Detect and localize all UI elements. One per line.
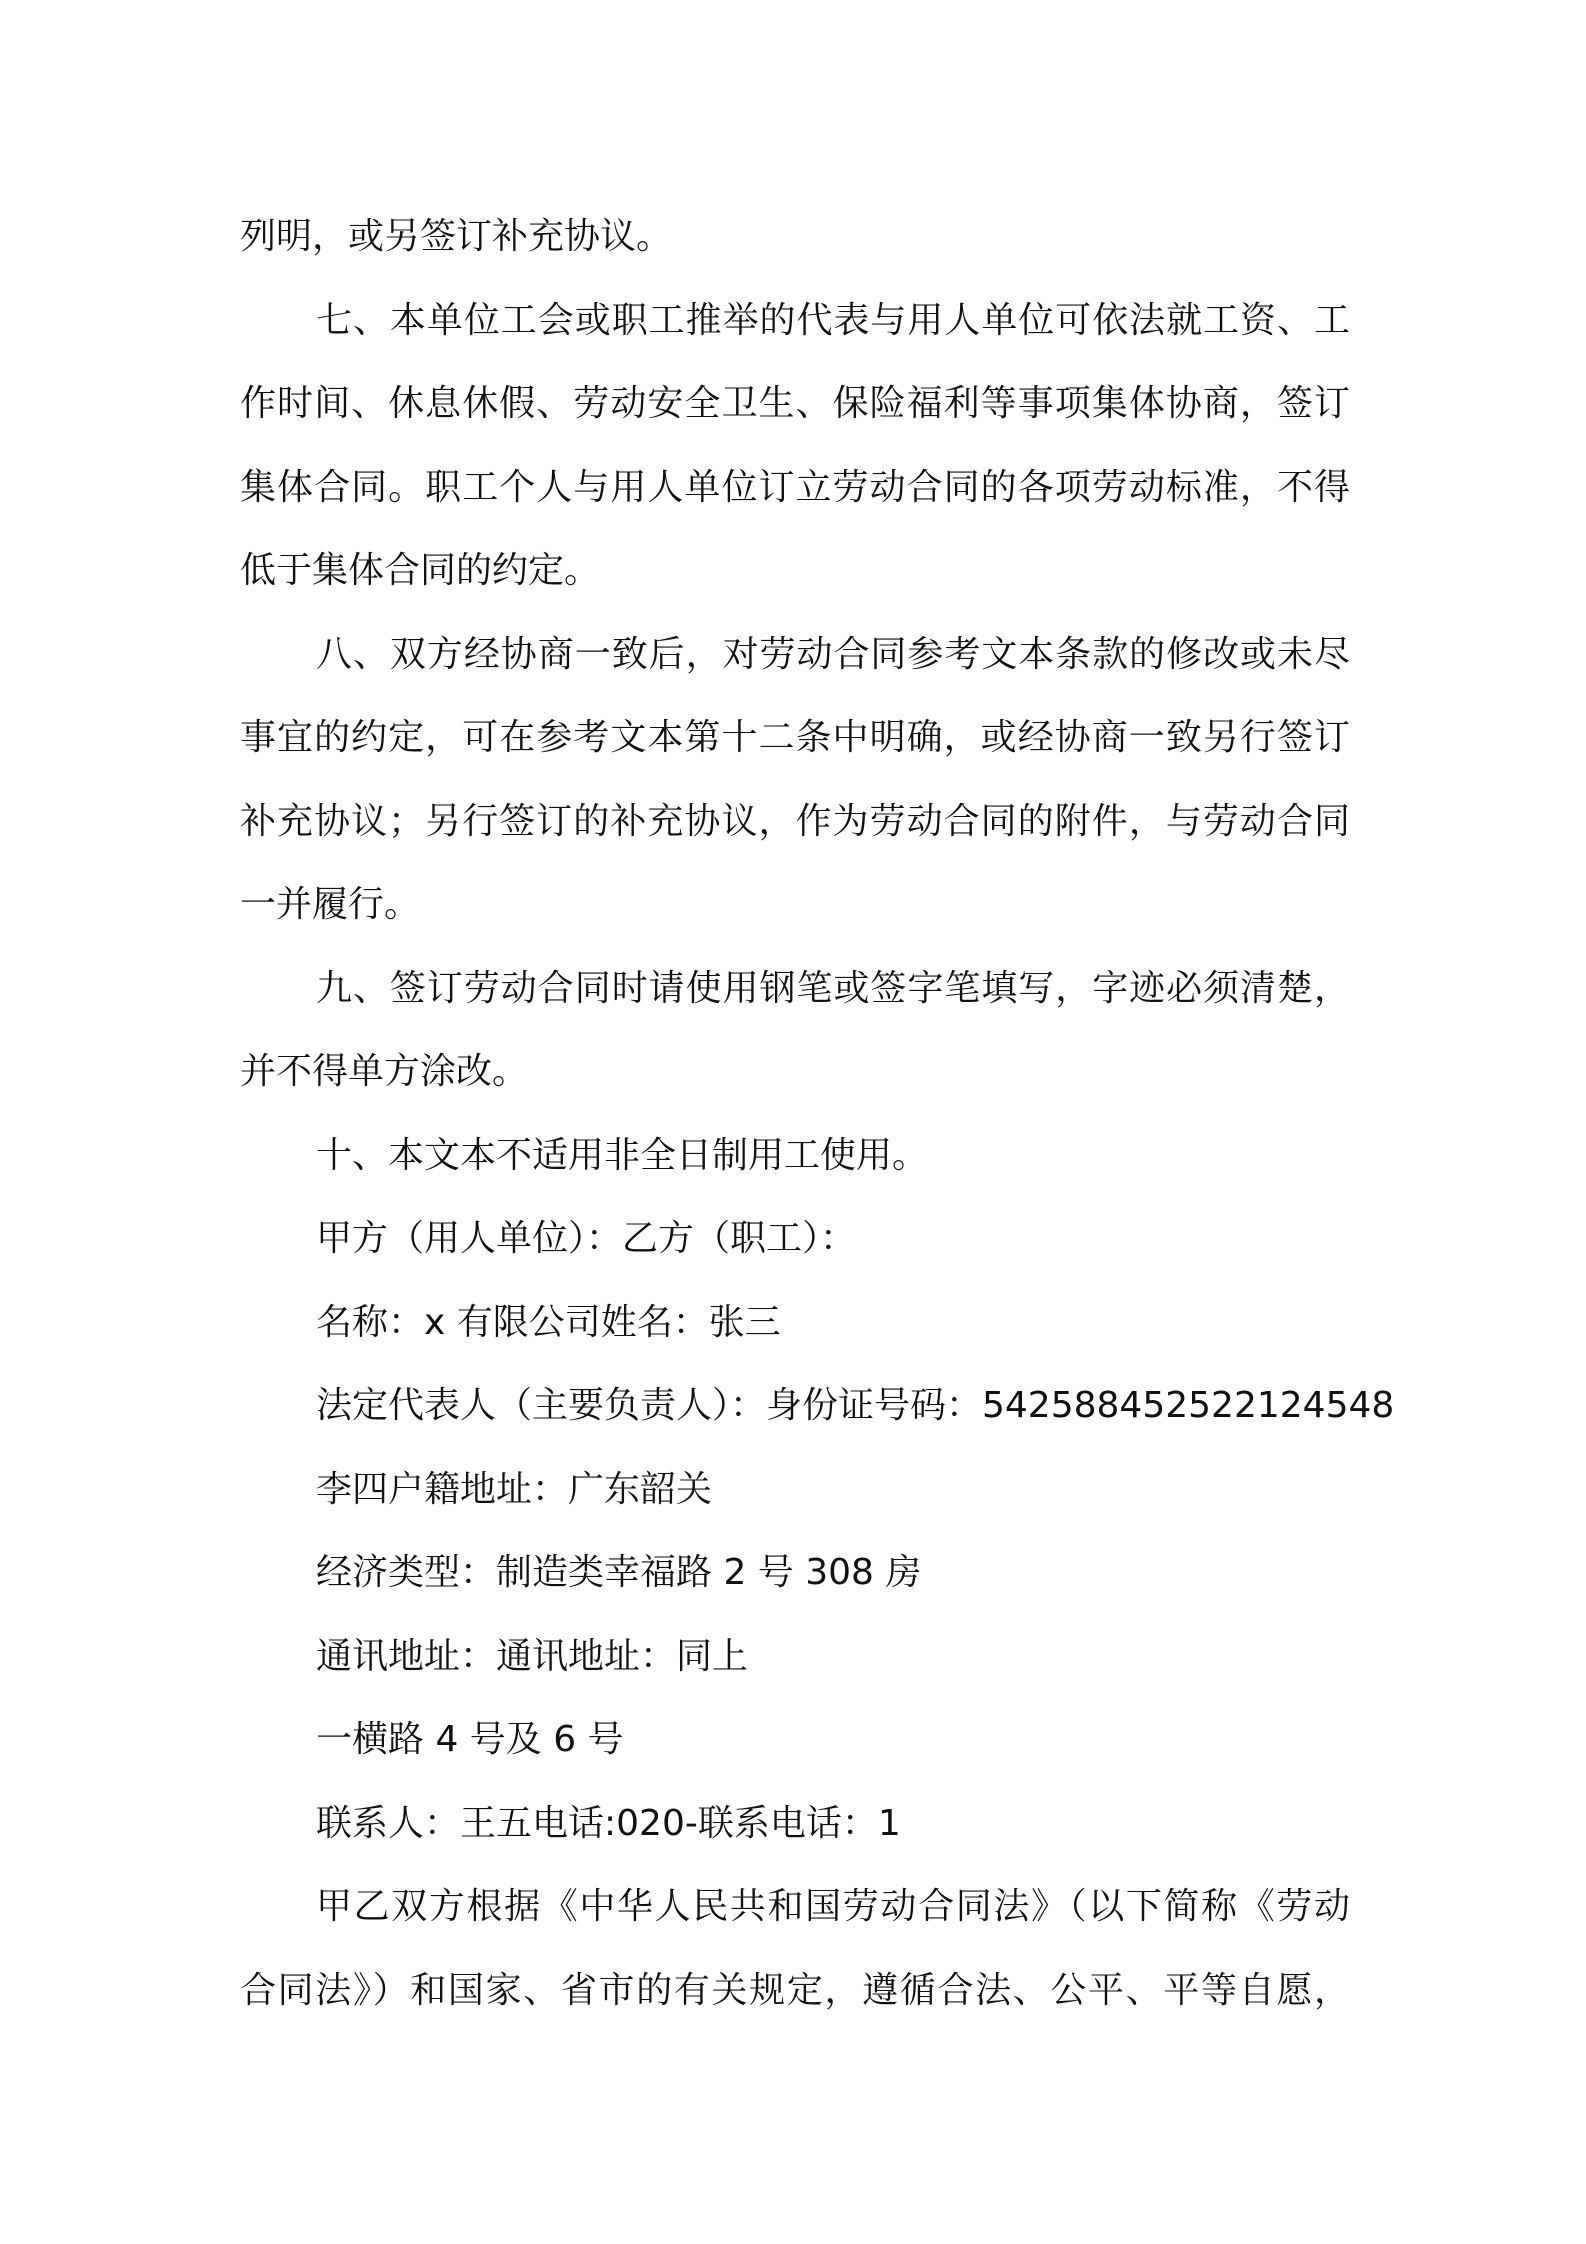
text-line: 作时间、休息休假、劳动安全卫生、保险福利等事项集体协商，签订 xyxy=(240,383,1350,424)
text-line: 合同法》）和国家、省市的有关规定，遵循合法、公平、平等自愿， xyxy=(240,1969,1350,2011)
text-line: 九、签订劳动合同时请使用钢笔或签字笔填写，字迹必须清楚， xyxy=(316,967,1350,1009)
text-line: 经济类型：制造类幸福路 2 号 308 房 xyxy=(316,1552,922,1593)
text-line: 并不得单方涂改。 xyxy=(240,1051,529,1092)
text-line: 法定代表人（主要负责人）：身份证号码：542588452522124548 xyxy=(316,1385,1395,1426)
text-line: 列明，或另签订补充协议。 xyxy=(240,216,673,257)
text-line: 八、双方经协商一致后，对劳动合同参考文本条款的修改或未尽 xyxy=(316,633,1350,675)
text-line: 补充协议；另行签订的补充协议，作为劳动合同的附件，与劳动合同 xyxy=(240,800,1350,842)
text-line: 李四户籍地址：广东韶关 xyxy=(316,1468,713,1510)
contract-text xyxy=(240,195,1395,2032)
text-line: 七、本单位工会或职工推举的代表与用人单位可依法就工资、工 xyxy=(316,299,1350,341)
text-line: 甲方（用人单位）：乙方（职工）： xyxy=(316,1218,857,1259)
text-line: 通讯地址：通讯地址：同上 xyxy=(316,1635,749,1677)
text-line: 一并履行。 xyxy=(240,884,421,925)
text-line: 集体合同。职工个人与用人单位订立劳动合同的各项劳动标准，不得 xyxy=(240,466,1350,508)
text-line: 事宜的约定，可在参考文本第十二条中明确，或经协商一致另行签订 xyxy=(240,717,1350,758)
text-line: 联系人：王五电话:020-联系电话：1 xyxy=(316,1802,901,1844)
text-line: 十、本文本不适用非全日制用工使用。 xyxy=(316,1134,929,1176)
text-line: 名称：x 有限公司姓名：张三 xyxy=(316,1301,781,1343)
text-line: 低于集体合同的约定。 xyxy=(240,550,601,591)
text-line: 甲乙双方根据《中华人民共和国劳动合同法》（以下简称《劳动 xyxy=(316,1886,1350,1927)
text-line: 一横路 4 号及 6 号 xyxy=(316,1719,624,1760)
